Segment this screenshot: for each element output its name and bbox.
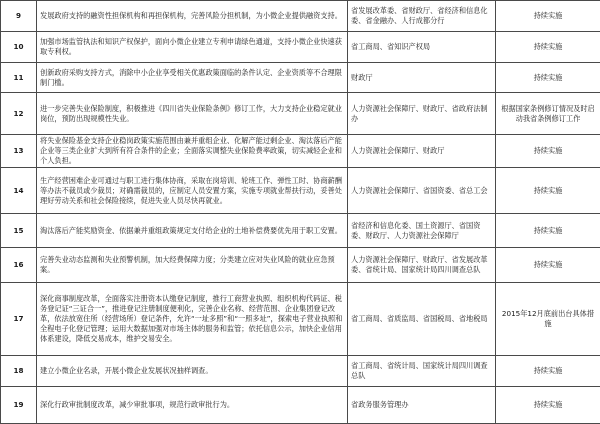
table-row [1,135,600,168]
responsible-departments: 人力资源社会保障厅、财政厅 [348,135,496,168]
measure-content: 创新政府采购支持方式，消除中小企业享受相关优惠政策面临的条件认定、企业资质等不合理限制门槛。 [37,63,348,93]
responsible-departments: 人力资源社会保障厅、财政厅、省政府法制办 [348,93,496,135]
row-number: 15 [1,214,37,248]
table-row [1,248,600,283]
measure-content: 加强市场监管执法和知识产权保护，面向小微企业建立专利申请绿色通道，支持小微企业快速获取专利权。 [37,32,348,63]
row-number: 10 [1,32,37,63]
responsible-departments: 财政厅 [348,63,496,93]
responsible-departments: 省经济和信息化委、国土资源厅、省国资委、财政厅、人力资源社会保障厅 [348,214,496,248]
implementation-deadline: 持续实施 [496,135,600,168]
measure-content: 建立小微企业名录，开展小微企业发展状况抽样调查。 [37,356,348,387]
table-row [1,214,600,248]
implementation-deadline: 持续实施 [496,214,600,248]
measure-content: 深化行政审批制度改革，减少审批事项，规范行政审批行为。 [37,387,348,424]
measure-content: 进一步完善失业保险制度，积极推进《四川省失业保险条例》修订工作，大力支持企业稳定就业岗位，预防出现规模性失业。 [37,93,348,135]
measure-content: 淘汰落后产能奖励资金、依据兼并重组政策规定支付给企业的土地补偿费要优先用于职工安置。 [37,214,348,248]
measure-content: 发展政府支持的融资性担保机构和再担保机构，完善风险分担机制，为小微企业提供融资支持。 [37,1,348,32]
measure-content: 将失业保险基金支持企业稳岗政策实施范围由兼并重组企业、化解产能过剩企业、淘汰落后产能企业等三类企业扩大到所有符合条件的企业；全面落实调整失业保险费率政策，切实减轻企业和个人负担。 [37,135,348,168]
table-row [1,387,600,424]
row-number: 13 [1,135,37,168]
measure-content: 完善失业动态监测和失业预警机制，加大经费保障力度；分类建立应对失业风险的就业应急预案。 [37,248,348,283]
table-row [1,32,600,63]
measure-content: 深化商事制度改革，全面落实注册资本认缴登记制度，推行工商营业执照、组织机构代码证、税务登记证“三证合一”，推进登记注册制度便利化，完善企业名称、经营范围、企业集团登记改革，依法放宽住所（经营场所）登记条件，允许“一址多照”和“一照多址”，探索电子营业执照和全程电子化登记管理；运用大数据加强对市场主体的服务和监管；依托信息公示，加快企业信用体系建设，降低交易成本，维护交易安全。 [37,283,348,356]
responsible-departments: 省工商局、省统计局、国家统计局四川调查总队 [348,356,496,387]
implementation-deadline: 持续实施 [496,32,600,63]
implementation-deadline: 持续实施 [496,248,600,283]
row-number: 17 [1,283,37,356]
table-row [1,1,600,32]
responsible-departments: 省工商局、省知识产权局 [348,32,496,63]
row-number: 18 [1,356,37,387]
implementation-deadline: 持续实施 [496,387,600,424]
table-row [1,63,600,93]
row-number: 14 [1,168,37,214]
table-row [1,283,600,356]
responsible-departments: 省发展改革委、省财政厅、省经济和信息化委、省金融办、人行成都分行 [348,1,496,32]
implementation-deadline: 持续实施 [496,1,600,32]
implementation-deadline: 2015年12月底前出台具体措施 [496,283,600,356]
implementation-deadline: 根据国家条例修订情况及时启动我省条例修订工作 [496,93,600,135]
table-row [1,93,600,135]
responsible-departments: 省政务服务管理办 [348,387,496,424]
table-row [1,168,600,214]
row-number: 19 [1,387,37,424]
responsible-departments: 人力资源社会保障厅、财政厅、省发展改革委、省统计局、国家统计局四川调查总队 [348,248,496,283]
implementation-deadline: 持续实施 [496,63,600,93]
responsible-departments: 省工商局、省质监局、省国税局、省地税局 [348,283,496,356]
row-number: 11 [1,63,37,93]
implementation-deadline: 持续实施 [496,356,600,387]
row-number: 9 [1,1,37,32]
measure-content: 生产经营困难企业可通过与职工进行集体协商，采取在岗培训、轮班工作、弹性工时、协商薪酬等办法不裁员或少裁员；对确需裁员的，应制定人员安置方案，实施专项就业帮扶行动，妥善处理好劳动关系和社会保险接续，促进失业人员尽快再就业。 [37,168,348,214]
responsible-departments: 人力资源社会保障厅、省国资委、省总工会 [348,168,496,214]
table-row [1,356,600,387]
row-number: 16 [1,248,37,283]
row-number: 12 [1,93,37,135]
implementation-deadline: 持续实施 [496,168,600,214]
